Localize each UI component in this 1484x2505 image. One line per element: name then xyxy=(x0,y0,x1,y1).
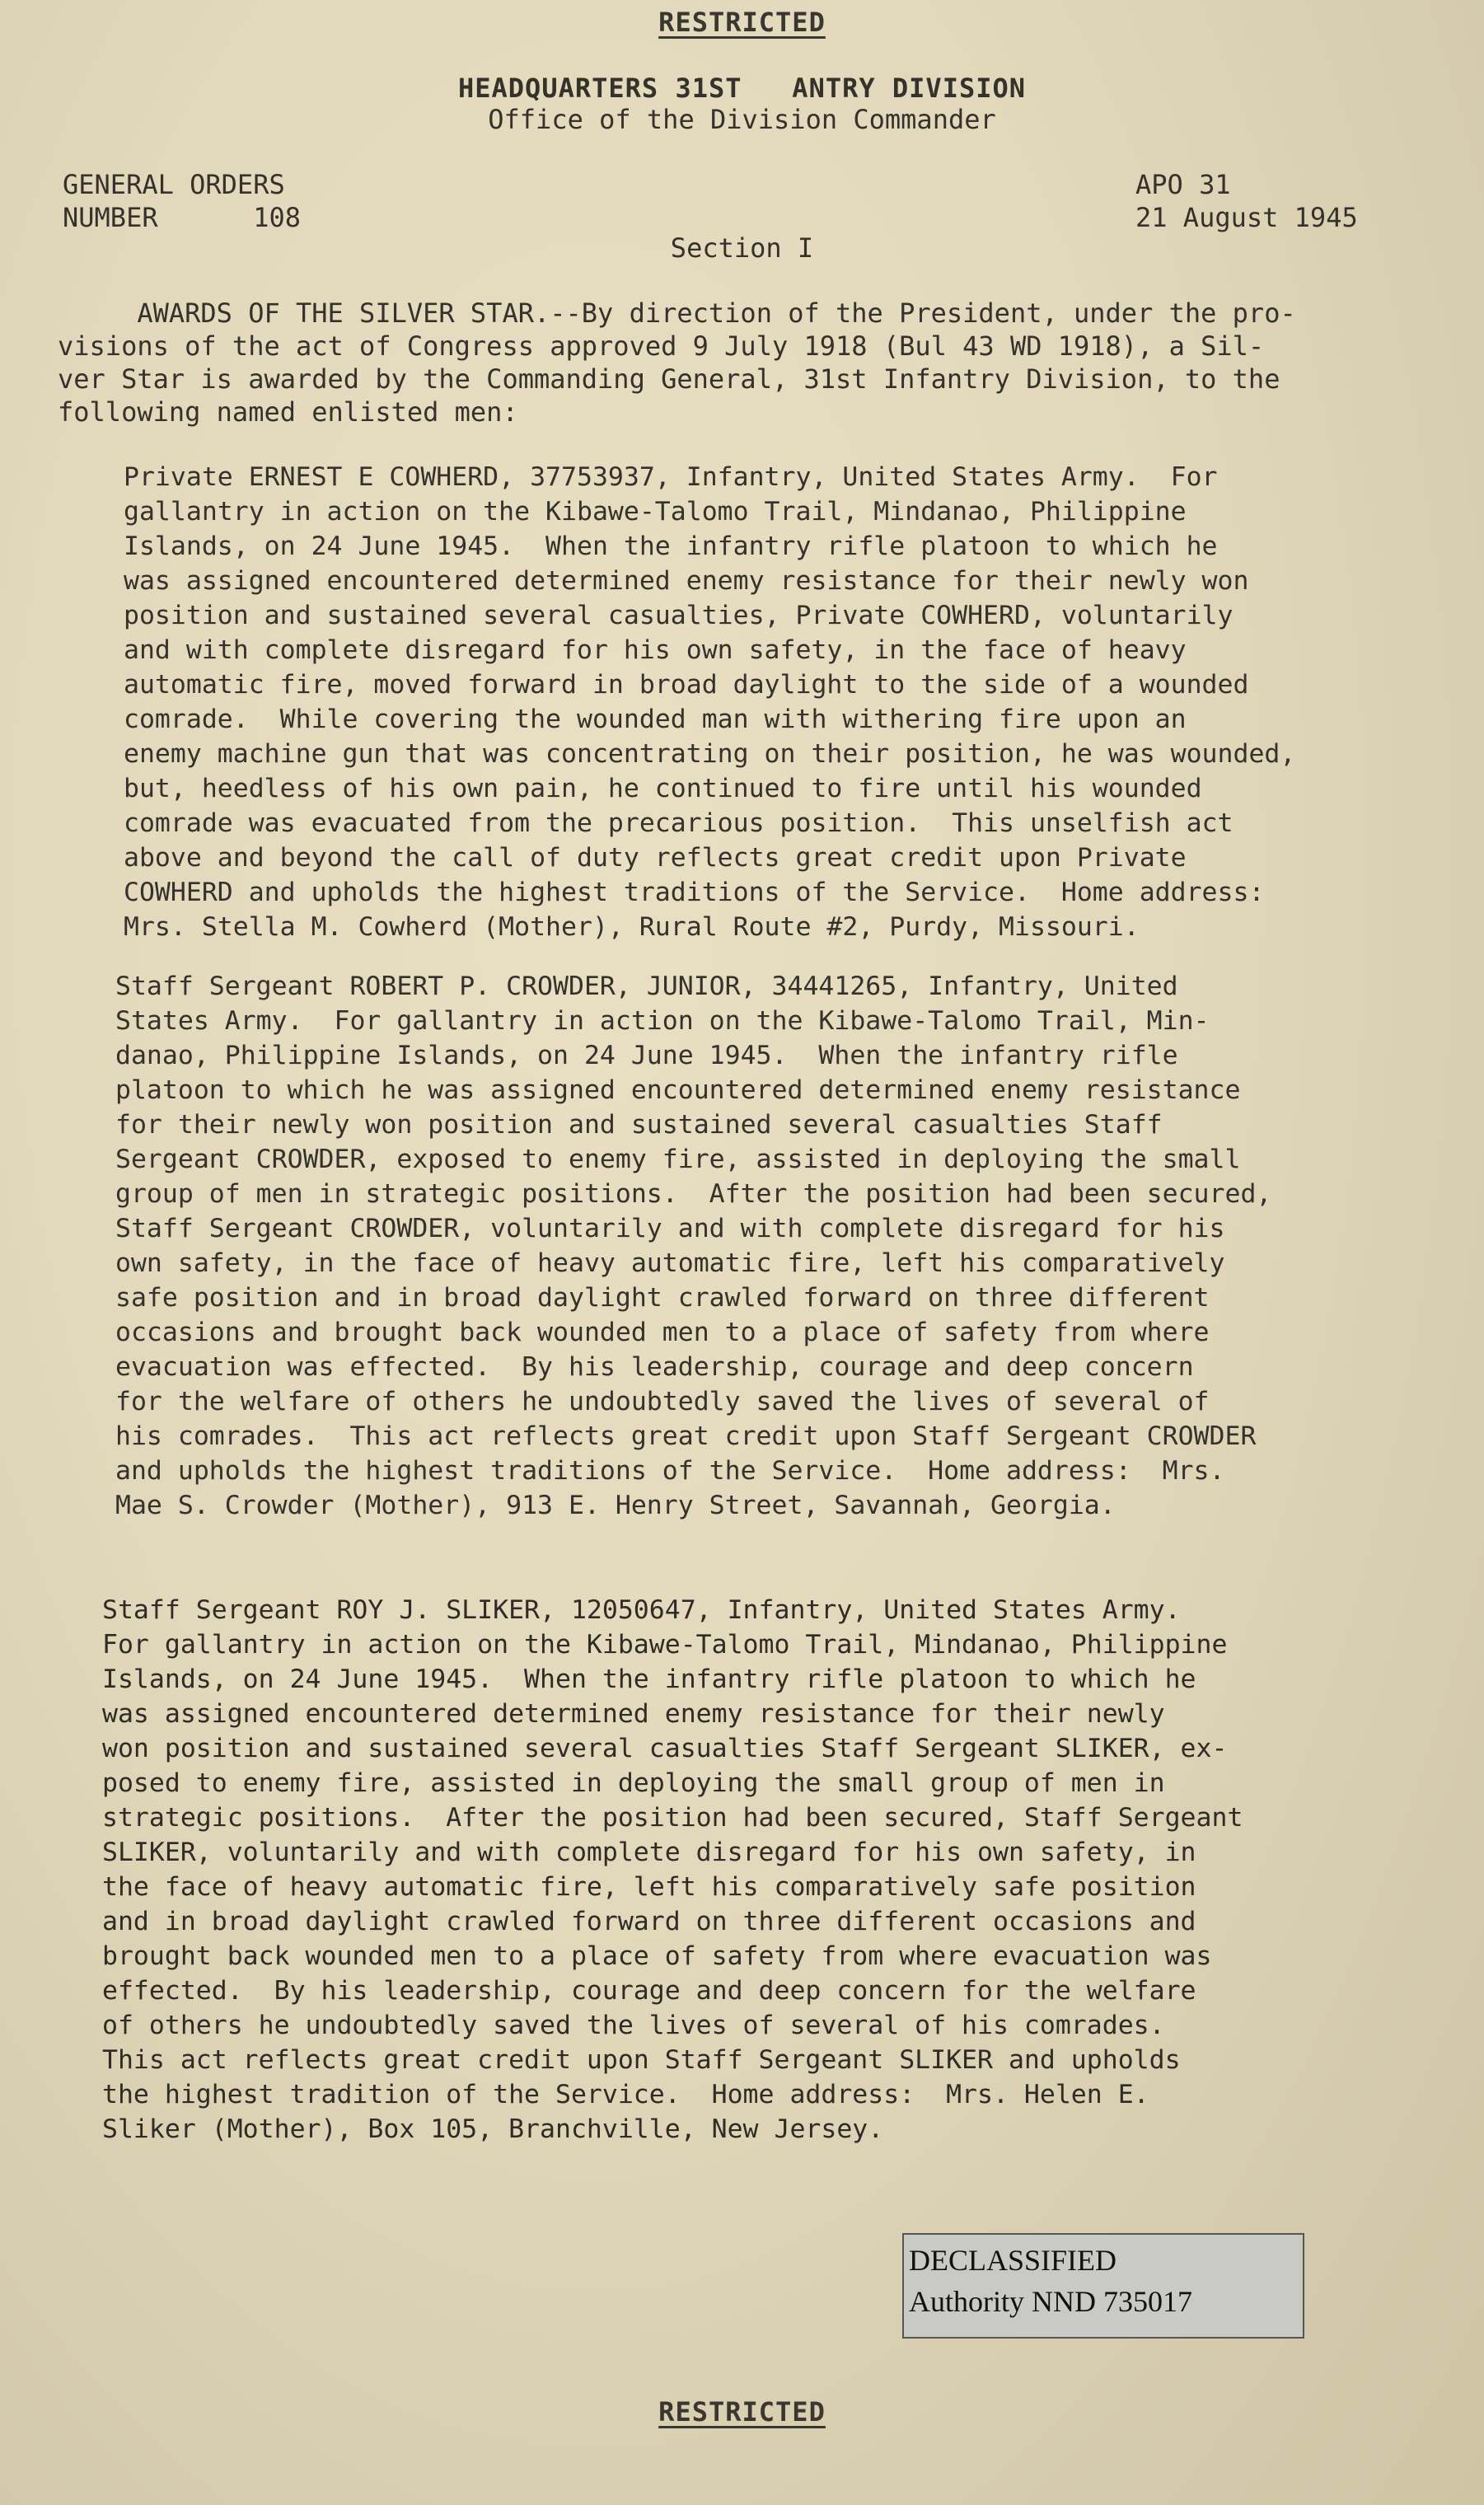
citation-line: the highest tradition of the Service. Home address: Mrs. Helen E. xyxy=(102,2080,1149,2109)
citation-line: Sergeant CROWDER, exposed to enemy fire, assisted in deploying the small xyxy=(115,1145,1241,1174)
citation-line: posed to enemy fire, assisted in deploying the small group of men in xyxy=(102,1768,1165,1798)
citation-line: and in broad daylight crawled forward on three different occasions and xyxy=(102,1907,1196,1936)
citation-line: strategic positions. After the position had been secured, Staff Sergeant xyxy=(102,1803,1243,1833)
intro-line: visions of the act of Congress approved 9 July 1918 (Bul 43 WD 1918), a Sil- xyxy=(58,330,1265,362)
apo-number: APO 31 xyxy=(1135,169,1231,200)
intro-line: following named enlisted men: xyxy=(58,396,518,428)
intro-line: AWARDS OF THE SILVER STAR.--By direction of the President, under the pro- xyxy=(58,297,1296,329)
citation-line: safe position and in broad daylight crawled forward on three different xyxy=(115,1283,1210,1313)
declassified-label: DECLASSIFIED xyxy=(909,2244,1117,2277)
general-orders-block xyxy=(63,168,301,234)
order-number: NUMBER 108 xyxy=(63,202,301,233)
citation-line: Staff Sergeant ROBERT P. CROWDER, JUNIOR, 34441265, Infantry, United xyxy=(115,972,1178,1001)
citation-line: Mae S. Crowder (Mother), 913 E. Henry Street, Savannah, Georgia. xyxy=(115,1491,1116,1520)
declassified-stamp xyxy=(902,2233,1304,2339)
citation-line: own safety, in the face of heavy automatic fire, left his comparatively xyxy=(115,1248,1225,1278)
citation-line: comrade. While covering the wounded man with withering fire upon an xyxy=(124,705,1187,734)
citation-line: for the welfare of others he undoubtedly saved the lives of several of xyxy=(115,1387,1210,1416)
citation-line: This act reflects great credit upon Staff Sergeant SLIKER and upholds xyxy=(102,2045,1181,2075)
citation-line: Islands, on 24 June 1945. When the infantry rifle platoon to which he xyxy=(102,1665,1196,1694)
citation-line: SLIKER, voluntarily and with complete disregard for his own safety, in xyxy=(102,1838,1196,1867)
citation-line: Islands, on 24 June 1945. When the infantry rifle platoon to which he xyxy=(124,531,1218,561)
section-heading: Section I xyxy=(670,232,814,264)
citation-line: the face of heavy automatic fire, left his comparatively safe position xyxy=(102,1872,1196,1902)
citation-line: won position and sustained several casualties Staff Sergeant SLIKER, ex- xyxy=(102,1734,1228,1763)
restricted-marking-top: RESTRICTED xyxy=(658,7,826,38)
citation-line: his comrades. This act reflects great credit upon Staff Sergeant CROWDER xyxy=(115,1421,1257,1451)
citation-line: evacuation was effected. By his leadership, courage and deep concern xyxy=(115,1352,1194,1382)
citation-line: effected. By his leadership, courage and deep concern for the welfare xyxy=(102,1976,1196,2006)
citation-line: platoon to which he was assigned encountered determined enemy resistance xyxy=(115,1075,1241,1105)
citation-line: Private ERNEST E COWHERD, 37753937, Infantry, United States Army. For xyxy=(124,462,1218,492)
citation-line: above and beyond the call of duty reflects great credit upon Private xyxy=(124,843,1187,873)
citation-line: for their newly won position and sustained several casualties Staff xyxy=(115,1110,1163,1140)
citation-sliker xyxy=(102,1593,1388,2147)
citation-line: Staff Sergeant ROY J. SLIKER, 12050647, Infantry, United States Army. xyxy=(102,1595,1181,1625)
citation-line: Staff Sergeant CROWDER, voluntarily and with complete disregard for his xyxy=(115,1214,1225,1243)
restricted-marking-bottom: RESTRICTED xyxy=(658,2396,826,2428)
citation-line: Mrs. Stella M. Cowherd (Mother), Rural Route #2, Purdy, Missouri. xyxy=(124,912,1140,942)
general-orders-label: GENERAL ORDERS xyxy=(63,169,285,200)
citation-line: danao, Philippine Islands, on 24 June 1945. When the infantry rifle xyxy=(115,1041,1178,1070)
citation-line: was assigned encountered determined enemy resistance for their newly won xyxy=(124,566,1249,596)
citation-line: Sliker (Mother), Box 105, Branchville, New Jersey. xyxy=(102,2114,884,2144)
citation-line: position and sustained several casualties, Private COWHERD, voluntarily xyxy=(124,601,1234,630)
citation-line: and with complete disregard for his own safety, in the face of heavy xyxy=(124,635,1187,665)
citation-line: States Army. For gallantry in action on the Kibawe-Talomo Trail, Min- xyxy=(115,1006,1210,1036)
office-subtitle: Office of the Division Commander xyxy=(488,104,996,135)
citation-line: was assigned encountered determined enemy resistance for their newly xyxy=(102,1699,1165,1729)
citation-line: but, heedless of his own pain, he continued to fire until his wounded xyxy=(124,774,1202,803)
intro-paragraph xyxy=(58,297,1376,428)
citation-line: For gallantry in action on the Kibawe-Talomo Trail, Mindanao, Philippine xyxy=(102,1630,1228,1660)
citation-crowder xyxy=(115,969,1401,1523)
citation-cowherd xyxy=(124,460,1409,944)
citation-line: enemy machine gun that was concentrating on their position, he was wounded, xyxy=(124,739,1296,769)
intro-line: ver Star is awarded by the Commanding General, 31st Infantry Division, to the xyxy=(58,363,1280,395)
citation-line: occasions and brought back wounded men to a place of safety from where xyxy=(115,1318,1210,1347)
citation-line: and upholds the highest traditions of the Service. Home address: Mrs. xyxy=(115,1456,1225,1486)
citation-line: comrade was evacuated from the precarious position. This unselfish act xyxy=(124,808,1234,838)
citation-line: brought back wounded men to a place of safety from where evacuation was xyxy=(102,1941,1212,1971)
citation-line: gallantry in action on the Kibawe-Talomo Trail, Mindanao, Philippine xyxy=(124,497,1187,527)
headquarters-title: HEADQUARTERS 31ST ANTRY DIVISION xyxy=(457,73,1027,104)
declassified-authority: Authority NND 735017 xyxy=(909,2285,1192,2318)
citation-line: automatic fire, moved forward in broad daylight to the side of a wounded xyxy=(124,670,1249,700)
citation-line: of others he undoubtedly saved the lives of several of his comrades. xyxy=(102,2011,1165,2040)
apo-date-block xyxy=(1135,168,1358,234)
citation-line: COWHERD and upholds the highest traditions of the Service. Home address: xyxy=(124,878,1265,907)
citation-line: group of men in strategic positions. After the position had been secured, xyxy=(115,1179,1272,1209)
order-date: 21 August 1945 xyxy=(1135,202,1358,233)
